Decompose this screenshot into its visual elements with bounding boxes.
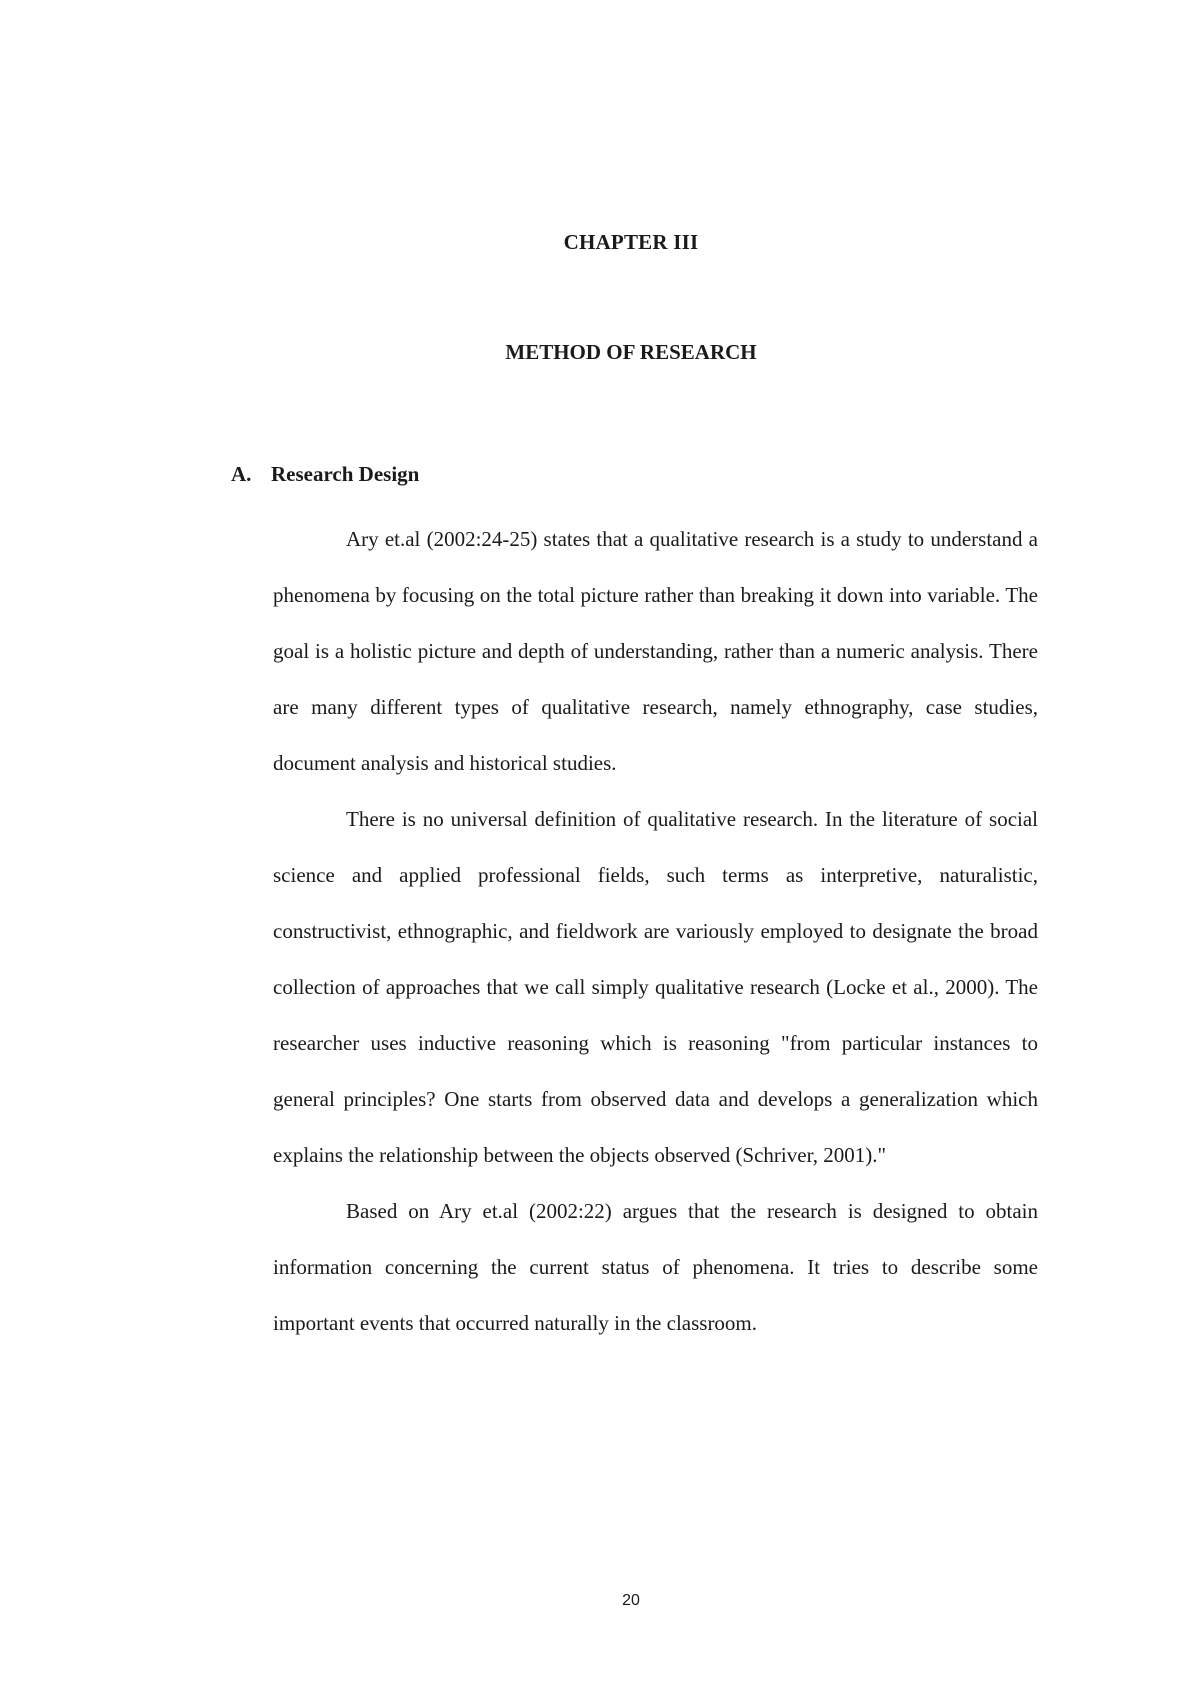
section-letter: A. <box>231 462 252 486</box>
section-title: Research Design <box>271 462 420 486</box>
body-text <box>273 511 1038 1351</box>
page-number: 20 <box>622 1592 640 1609</box>
paragraph: There is no universal definition of qualitative research. In the literature of social science and applied professional fields, such terms as interpretive, naturalistic, constructivist, ethnographic, and fieldwork are variously employed to designate the broad collection of approaches that we call simply qualitative research (Locke et al., 2000). The researcher uses inductive reasoning which is reasoning "from particular instances to general principles? One starts from observed data and develops a generalization which explains the relationship between the objects observed (Schriver, 2001)." <box>273 807 1038 1167</box>
section-heading <box>231 462 419 487</box>
paragraph: Ary et.al (2002:24-25) states that a qualitative research is a study to understand a phenomena by focusing on the total picture rather than breaking it down into variable. The goal is a holistic picture and depth of understanding, rather than a numeric analysis. There are many different types of qualitative research, namely ethnography, case studies, document analysis and historical studies. <box>273 527 1038 775</box>
chapter-title: METHOD OF RESEARCH <box>505 340 757 364</box>
chapter-number: CHAPTER III <box>563 230 699 254</box>
paragraph: Based on Ary et.al (2002:22) argues that the research is designed to obtain information concerning the current status of phenomena. It tries to describe some important events that occurred naturally in the classroom. <box>273 1199 1038 1335</box>
